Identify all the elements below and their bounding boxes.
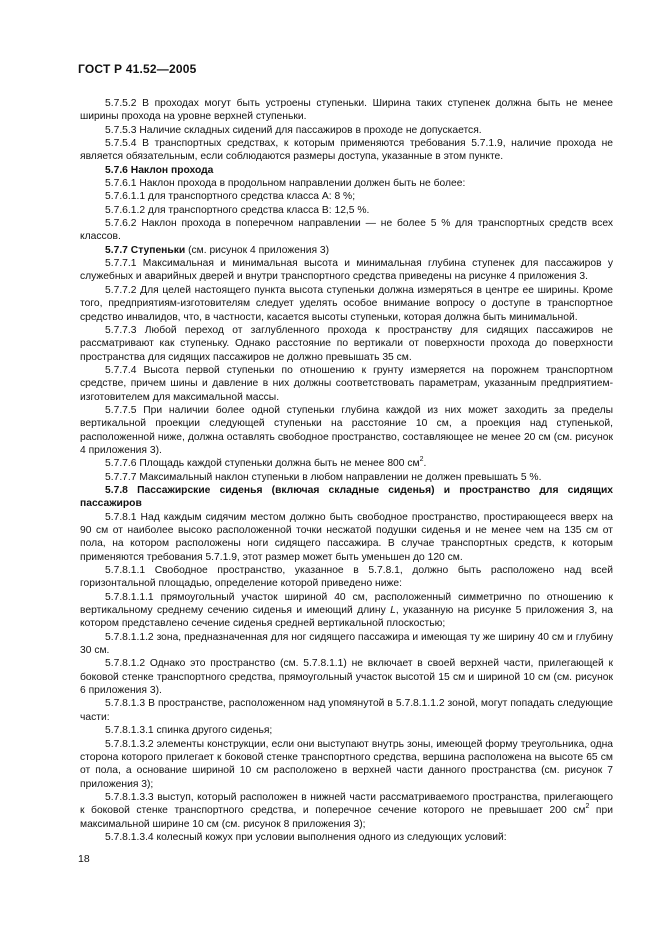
paragraph-5-7-7-2: 5.7.7.2 Для целей настоящего пункта высота ступеньки должна измеряться в центре ее ширины. Кроме того, предприятиям-изготовителям следует уделять особое внимание вопросу о доступе в транспортное средство инвалидов, что, в частности, касается высоты ступеньки, которая должна быть минимальной.	[80, 284, 613, 323]
paragraph-5-7-6-2: 5.7.6.2 Наклон прохода в поперечном направлении — не более 5 % для транспортных средств всех классов.	[80, 218, 613, 243]
page-number: 18	[78, 853, 90, 865]
paragraph-5-7-8-1-3: 5.7.8.1.3 В пространстве, расположенном над упомянутой в 5.7.8.1.1.2 зоной, могут попадать следующие части:	[80, 698, 613, 723]
paragraph-5-7-8-1-3-3-tail: при максимальной ширине 10 см (см. рисунок 8 приложения 3);	[80, 805, 613, 830]
paragraph-5-7-6-1-1: 5.7.6.1.1 для транспортного средства класса А: 8 %;	[105, 191, 356, 203]
paragraph-5-7-7-4: 5.7.7.4 Высота первой ступеньки по отношению к грунту измеряется на порожнем транспортном средстве, причем шины и давление в них должны соответствовать параметрам, указанным предприятием-изготовителем для максимальной массы.	[80, 364, 613, 403]
paragraph-5-7-8-1-1-1	[80, 591, 613, 631]
paragraph-5-7-7-3: 5.7.7.3 Любой переход от заглубленного прохода к пространству для сидящих пассажиров не рассматривают как ступеньку. Однако расстояние по вертикали от поверхности прохода до поверхности пространства для сидящих пассажиров не должно превышать 35 см.	[80, 324, 613, 363]
page-header: ГОСТ Р 41.52—2005	[78, 62, 197, 76]
paragraph-5-7-8-1-3-1: 5.7.8.1.3.1 спинка другого сиденья;	[105, 725, 273, 737]
paragraph-5-7-8-1: 5.7.8.1 Над каждым сидячим местом должно быть свободное пространство, простирающееся вверх на 90 см от наиболее высоко расположенной точки несжатой подушки сиденья и не менее чем на 135 см от пола, на котором расположены ноги сидящего пассажира. В случае транспортных средств, к которым применяются требования 5.7.1.9, этот размер может быть уменьшен до 120 см.	[80, 511, 613, 563]
paragraph-5-7-8-1-1-2: 5.7.8.1.1.2 зона, предназначенная для ног сидящего пассажира и имеющая ту же ширину 40 см и глубину 30 см.	[80, 631, 613, 657]
paragraph-5-7-8-1-2: 5.7.8.1.2 Однако это пространство (см. 5.7.8.1.1) не включает в своей верхней части, прилегающей к боковой стенке транспортного средства, прямоугольный участок высотой 15 см и шириной 10 см (см. рисунок 6 приложения 3).	[80, 658, 613, 697]
paragraph-5-7-7-7: 5.7.7.7 Максимальный наклон ступеньки в любом направлении не должен превышать 5 %.	[105, 471, 542, 483]
paragraph-5-7-8-1-1: 5.7.8.1.1 Свободное пространство, указанное в 5.7.8.1, должно быть расположено над всей горизонтальной площадью, определение которой приведено ниже:	[80, 565, 613, 590]
section-heading-5-7-7-ref: (см. рисунок 4 приложения 3)	[185, 244, 330, 256]
section-heading-5-7-7-lead: 5.7.7 Ступеньки	[105, 244, 186, 256]
superscript: 2	[585, 802, 590, 810]
paragraph-5-7-7-6	[80, 457, 613, 470]
paragraph-5-7-6-1-2: 5.7.6.1.2 для транспортного средства класса В: 12,5 %.	[105, 204, 370, 216]
paragraph-5-7-8-1-3-4: 5.7.8.1.3.4 колесный кожух при условии выполнения одного из следующих условий:	[105, 831, 507, 843]
paragraph-5-7-7-5: 5.7.7.5 При наличии более одной ступеньки глубина каждой из них может заходить за пределы вертикальной проекции следующей ступеньки на расстояние 10 см, а проекция над ступенькой, расположенной ниже, должна оставлять свободное пространство, составляющее не менее 20 см (см. рисунок 4 приложения 3).	[80, 404, 613, 456]
document-body	[80, 97, 613, 844]
section-heading-5-7-8: 5.7.8 Пассажирские сиденья (включая складные сиденья) и пространство для сидящих пассажиров	[80, 484, 613, 510]
paragraph-5-7-6-1: 5.7.6.1 Наклон прохода в продольном направлении должен быть не более:	[105, 178, 466, 190]
paragraph-5-7-5-4: 5.7.5.4 В транспортных средствах, к которым применяются требования 5.7.1.9, наличие прохода не является обязательным, если соблюдаются размеры доступа, указанные в этом пункте.	[80, 138, 613, 163]
paragraph-5-7-8-1-1-1-text: 5.7.8.1.1.1 прямоугольный участок шириной 40 см, расположенный симметрично по отношению к вертикальному среднему сечению сиденья и имеющий длину	[80, 591, 613, 617]
superscript: 2	[419, 455, 424, 463]
paragraph-5-7-7-6-text: 5.7.7.6 Площадь каждой ступеньки должна быть не менее 800 см	[105, 458, 420, 470]
paragraph-5-7-5-2: 5.7.5.2 В проходах могут быть устроены ступеньки. Ширина таких ступенек должна быть не менее ширины прохода на уровне верхней ступеньки.	[80, 98, 613, 123]
paragraph-5-7-8-1-3-3	[80, 791, 613, 831]
paragraph-5-7-7-1: 5.7.7.1 Максимальная и минимальная высота и минимальная глубина ступенек для пассажиров у служебных и аварийных дверей и внутри транспортного средства приведены на рисунке 4 приложения 3.	[80, 258, 613, 283]
paragraph-5-7-7-6-tail: .	[423, 458, 427, 470]
paragraph-5-7-8-1-3-2: 5.7.8.1.3.2 элементы конструкции, если они выступают внутрь зоны, имеющей форму треугольника, одна сторона которого прилегает к боковой стенке транспортного средства, вершина расположена на высоте 65 см от пола, а основание шириной 10 см расположено в верхней части данного пространства (см. рисунок 7 приложения 3);	[80, 738, 613, 790]
italic-symbol-l: L	[390, 605, 396, 617]
section-heading-5-7-7	[80, 244, 613, 257]
paragraph-5-7-8-1-3-3-text: 5.7.8.1.3.3 выступ, который расположен в нижней части рассматриваемого пространства, прилегающего к боковой стенке транспортного средства, и поперечное сечение которого не превышает 200 см	[80, 791, 613, 817]
paragraph-5-7-8-1-1-1-tail: , указанную на рисунке 5 приложения 3, на котором представлено сечение сиденья средней вертикальной плоскостью;	[80, 605, 613, 630]
section-heading-5-7-6: 5.7.6 Наклон прохода	[105, 164, 214, 176]
paragraph-5-7-5-3: 5.7.5.3 Наличие складных сидений для пассажиров в проходе не допускается.	[105, 124, 482, 136]
